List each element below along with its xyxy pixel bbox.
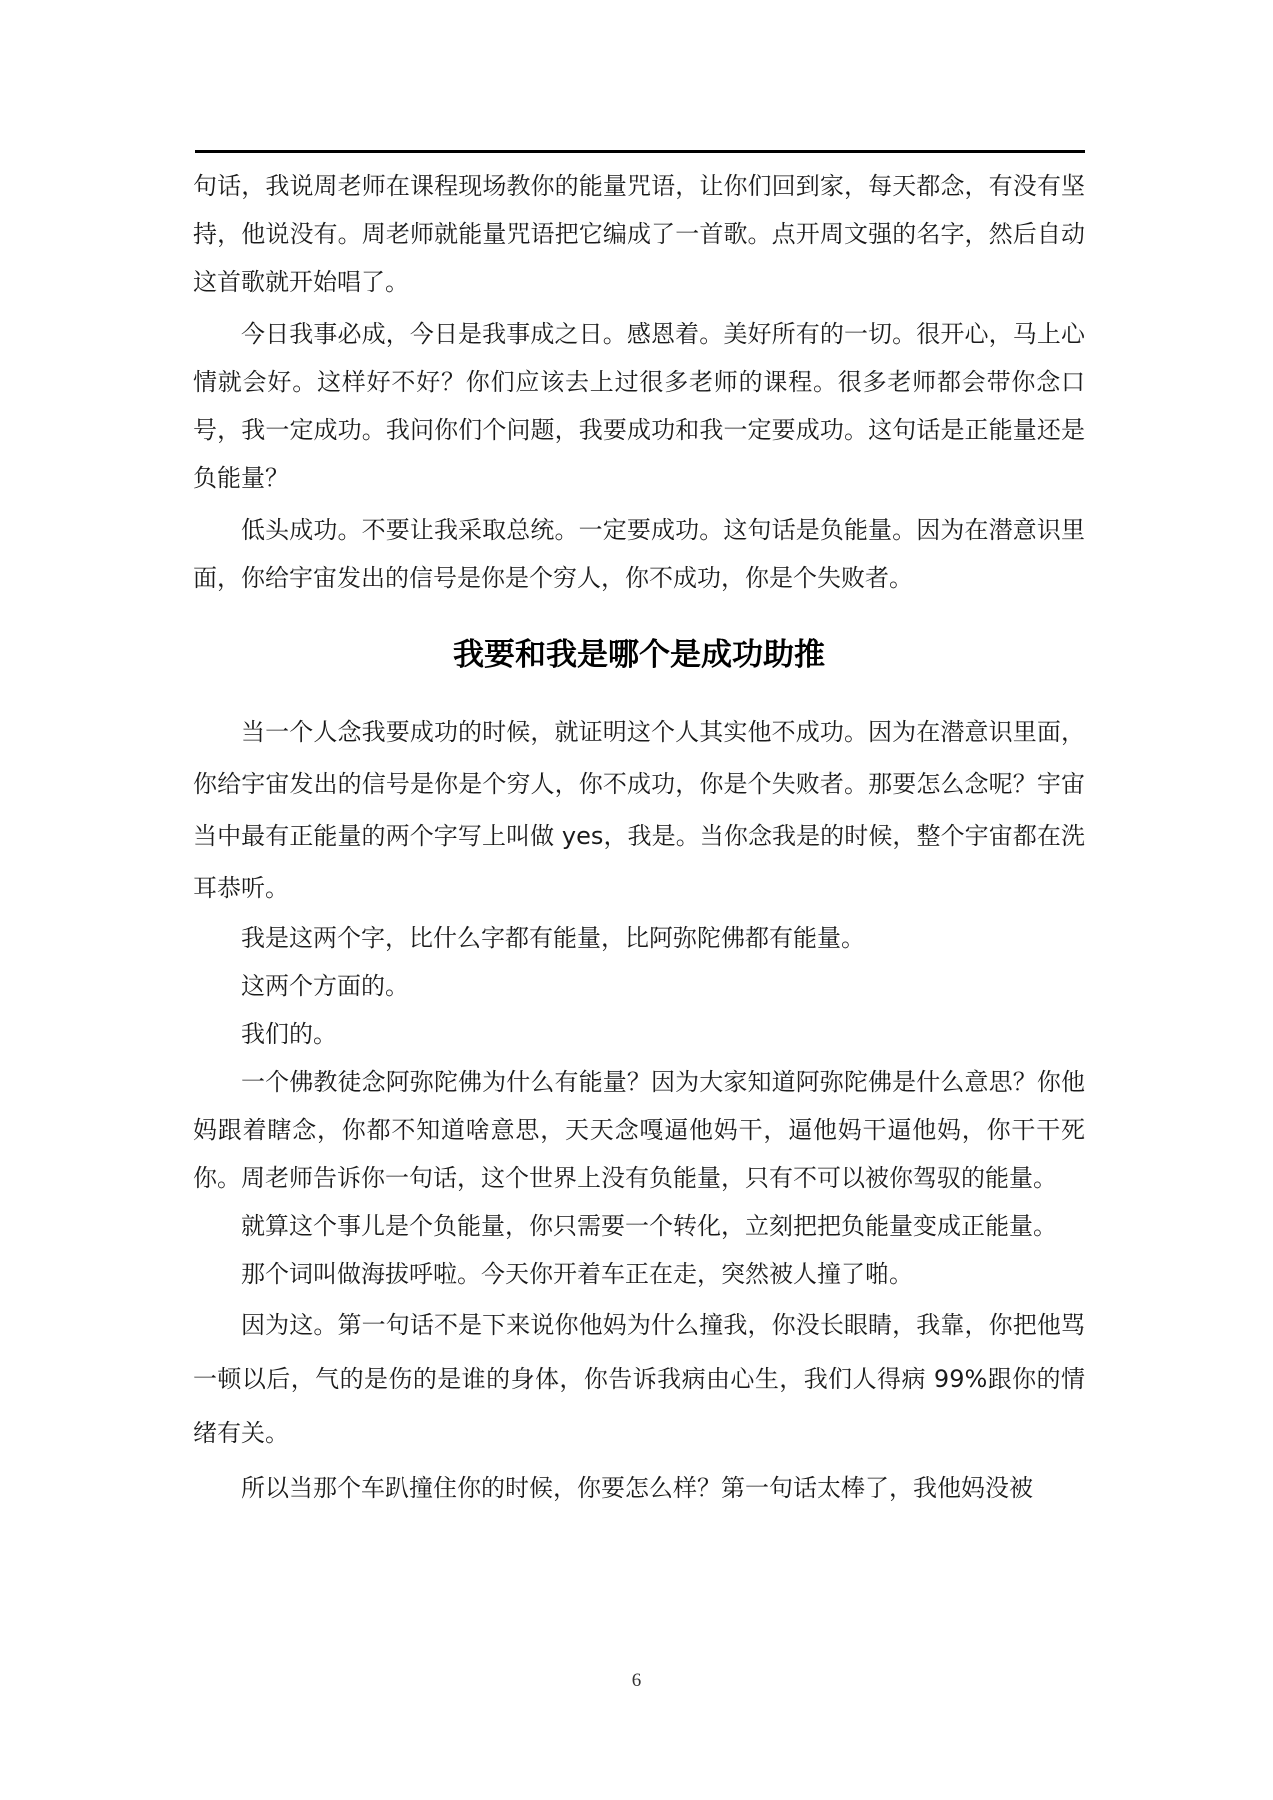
paragraph: 当一个人念我要成功的时候，就证明这个人其实他不成功。因为在潜意识里面，你给宇宙发出的信号是你是个穷人，你不成功，你是个失败者。那要怎么念呢？宇宙当中最有正能量的两个字写上叫做 yes，我是。当你念我是的时候，整个宇宙都在洗耳恭听。 (193, 718, 1085, 902)
paragraph: 我们的。 (241, 1020, 337, 1048)
paragraph: 一个佛教徒念阿弥陀佛为什么有能量？因为大家知道阿弥陀佛是什么意思？你他妈跟着瞎念，你都不知道啥意思，天天念嘎逼他妈干，逼他妈干逼他妈，你干干死你。周老师告诉你一句话，这个世界上没有负能量，只有不可以被你驾驭的能量。 (193, 1068, 1085, 1192)
paragraph: 那个词叫做海拔呼啦。今天你开着车正在走，突然被人撞了啪。 (241, 1260, 913, 1288)
paragraph: 低头成功。不要让我采取总统。一定要成功。这句话是负能量。因为在潜意识里面，你给宇宙发出的信号是你是个穷人，你不成功，你是个失败者。 (193, 516, 1085, 592)
paragraph: 因为这。第一句话不是下来说你他妈为什么撞我，你没长眼睛，我靠，你把他骂一顿以后，气的是伤的是谁的身体，你告诉我病由心生，我们人得病 99%跟你的情绪有关。 (193, 1311, 1085, 1447)
header-rule (195, 150, 1085, 153)
section-heading: 我要和我是哪个是成功助推 (453, 637, 825, 673)
paragraph: 所以当那个车趴撞住你的时候，你要怎么样？第一句话太棒了，我他妈没被 (241, 1474, 1033, 1502)
document-body (193, 162, 1085, 1512)
paragraph: 这两个方面的。 (241, 972, 409, 1000)
paragraph: 句话，我说周老师在课程现场教你的能量咒语，让你们回到家，每天都念，有没有坚持，他说没有。周老师就能量咒语把它编成了一首歌。点开周文强的名字，然后自动这首歌就开始唱了。 (193, 172, 1085, 296)
paragraph: 我是这两个字，比什么字都有能量，比阿弥陀佛都有能量。 (241, 924, 865, 952)
paragraph: 就算这个事儿是个负能量，你只需要一个转化，立刻把把负能量变成正能量。 (241, 1212, 1057, 1240)
page-number: 6 (631, 1670, 642, 1691)
paragraph: 今日我事必成，今日是我事成之日。感恩着。美好所有的一切。很开心，马上心情就会好。这样好不好？你们应该去上过很多老师的课程。很多老师都会带你念口号，我一定成功。我问你们个问题，我要成功和我一定要成功。这句话是正能量还是负能量？ (193, 320, 1085, 492)
